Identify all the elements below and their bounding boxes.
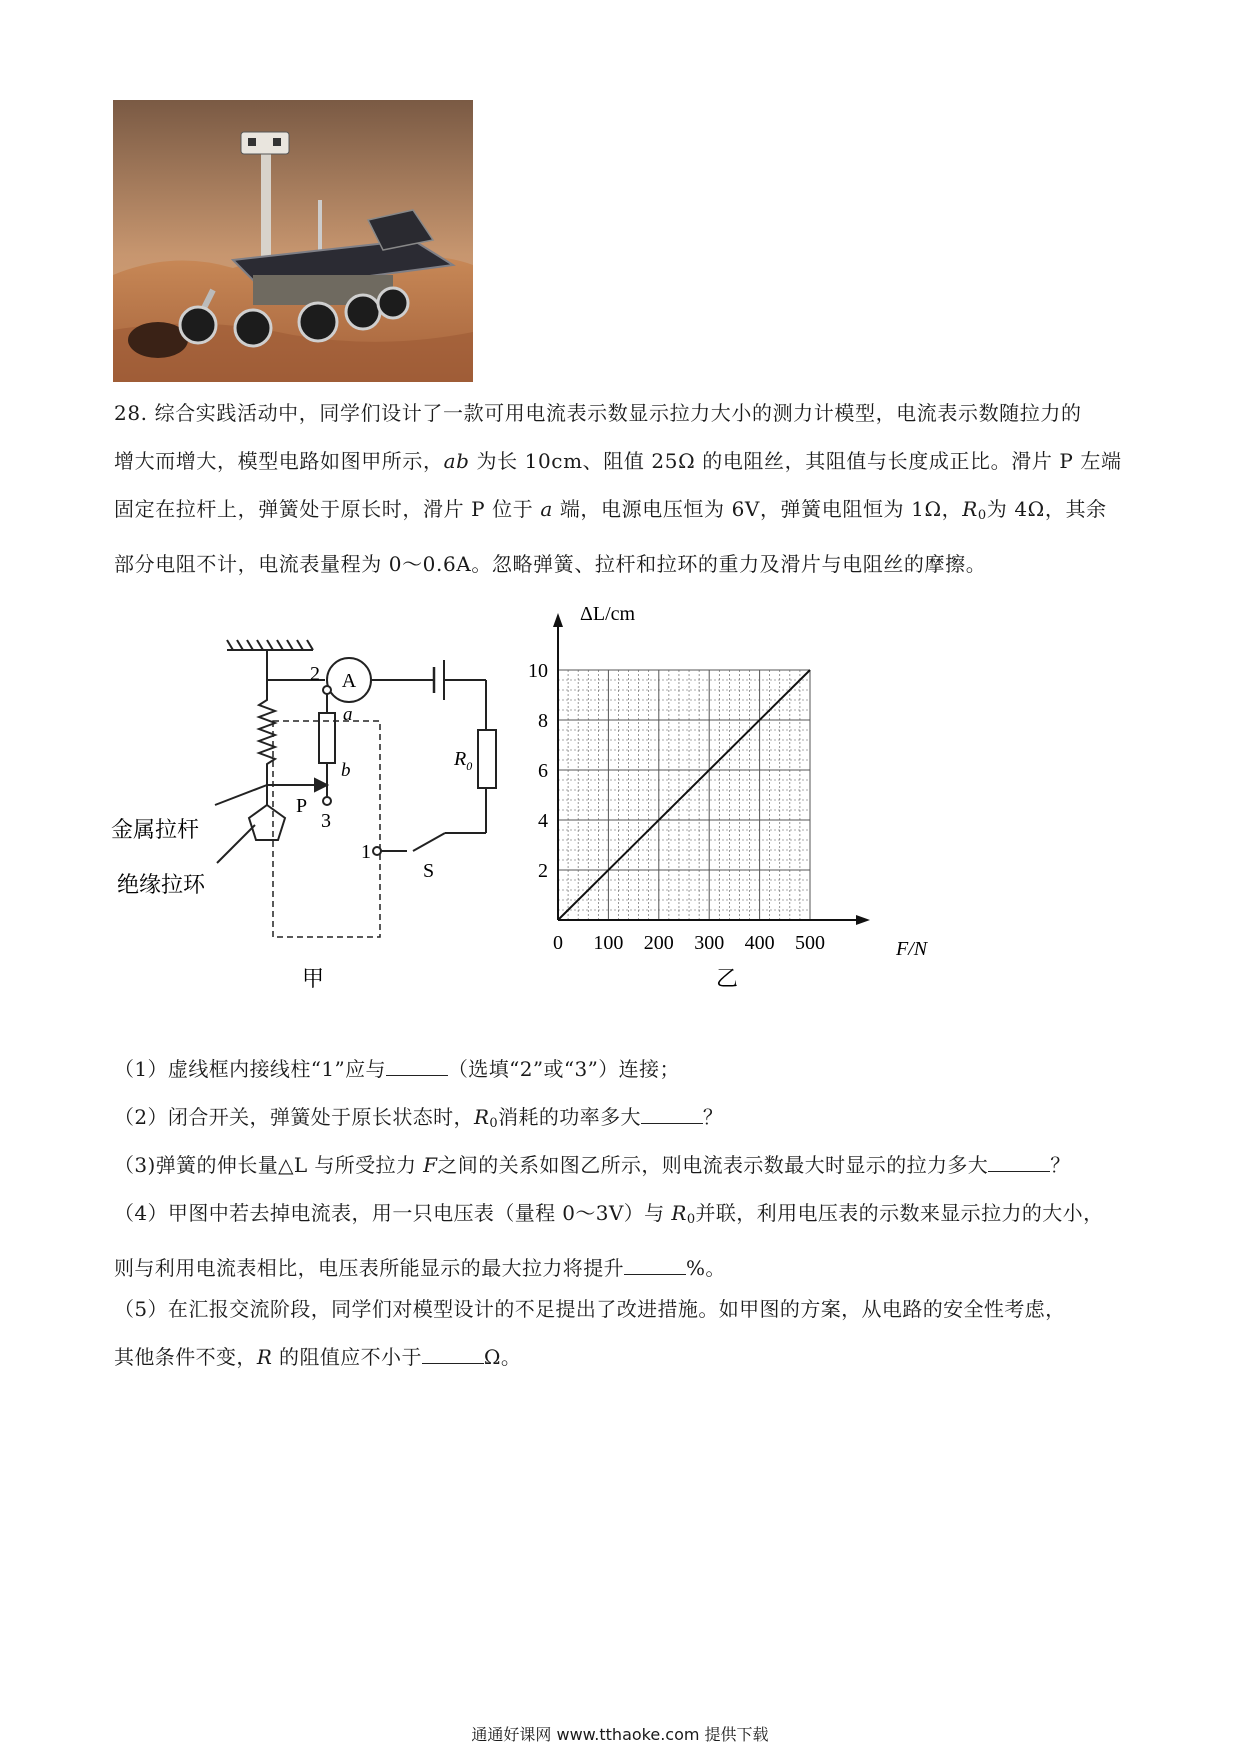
caption-yi: 乙: [715, 966, 739, 991]
x-tick-label: 100: [593, 932, 624, 954]
x-tick-label: 200: [643, 932, 674, 954]
y-tick-label: 4: [538, 810, 548, 832]
y-tick-label: 8: [538, 710, 548, 732]
answer-blank-1[interactable]: [386, 1055, 448, 1076]
question-4: （4）甲图中若去掉电流表，用一只电压表（量程 0～3V）与 $R_0$并联，利用电压表的示数来显示拉力的大小， 则与利用电流表相比，电压表所能显示的最大拉力将提升 %。: [114, 1201, 1104, 1280]
ring-label: 绝缘拉环: [117, 872, 206, 897]
intro-line-4: 部分电阻不计，电流表量程为 0～0.6A。忽略弹簧、拉杆和拉环的重力及滑片与电阻丝的摩擦。: [114, 552, 987, 576]
force-extension-chart: [520, 595, 940, 1005]
x-tick-label: 400: [744, 932, 775, 954]
switch-s-label: S: [423, 860, 435, 882]
intro-line-1: 28. 综合实践活动中，同学们设计了一款可用电流表示数显示拉力大小的测力计模型，电流表示数随拉力的: [114, 401, 1082, 425]
terminal-1-label: 1: [361, 841, 371, 863]
x-axis-arrow: [856, 915, 870, 925]
resistor-r0-label: $R_0$: [454, 748, 473, 773]
y-tick-label: 2: [538, 860, 548, 882]
terminal-3-label: 3: [321, 810, 331, 832]
chart-series: [558, 670, 810, 920]
terminal-2-label: 2: [310, 663, 320, 685]
x-tick-label: 300: [694, 932, 725, 954]
end-b-label: b: [341, 760, 351, 781]
ammeter-label: A: [341, 670, 357, 692]
metal-rod-label: 金属拉杆: [111, 817, 200, 842]
mars-rover-photo: [113, 100, 473, 382]
chart-ticks: [528, 660, 825, 954]
question-3: （3)弹簧的伸长量△L 与所受拉力 F之间的关系如图乙所示，则电流表示数最大时显示的拉力多大 ？: [114, 1153, 1071, 1177]
y-tick-label: 10: [528, 660, 548, 682]
answer-blank-5[interactable]: [422, 1343, 484, 1364]
question-1: （1）虚线框内接线柱“1”应与 （选填“2”或“3”）连接；: [114, 1057, 680, 1081]
chart-y-axis-label: ΔL/cm: [580, 603, 636, 625]
x-tick-label: 0: [553, 932, 563, 954]
question-5: （5）在汇报交流阶段，同学们对模型设计的不足提出了改进措施。如甲图的方案，从电路的安全性考虑， 其他条件不变，R 的阻值应不小于 Ω。: [114, 1297, 1066, 1369]
end-a-label: a: [343, 704, 353, 725]
chart-x-axis-label: F/N: [896, 938, 928, 960]
circuit-diagram: [105, 625, 525, 1005]
x-tick-label: 500: [795, 932, 825, 954]
intro-line-3: 固定在拉杆上，弹簧处于原长时，滑片 P 位于 a 端，电源电压恒为 6V，弹簧电阻恒为 1Ω，$R_0$为 4Ω，其余: [114, 497, 1107, 523]
slider-p-label: P: [296, 795, 308, 817]
question-2: （2）闭合开关，弹簧处于原长状态时，$R_0$消耗的功率多大 ？: [114, 1105, 724, 1131]
page-footer: 通通好课网 www.tthaoke.com 提供下载: [471, 1725, 769, 1744]
y-axis-arrow: [553, 613, 563, 627]
caption-jia: 甲: [301, 966, 325, 991]
answer-blank-2[interactable]: [641, 1103, 703, 1124]
intro-line-2: 增大而增大，模型电路如图甲所示，ab 为长 10cm、阻值 25Ω 的电阻丝，其阻值与长度成正比。滑片 P 左端: [114, 449, 1122, 473]
answer-blank-4[interactable]: [624, 1254, 686, 1275]
y-tick-label: 6: [538, 760, 548, 782]
answer-blank-3[interactable]: [988, 1151, 1050, 1172]
series-line: [558, 670, 810, 920]
